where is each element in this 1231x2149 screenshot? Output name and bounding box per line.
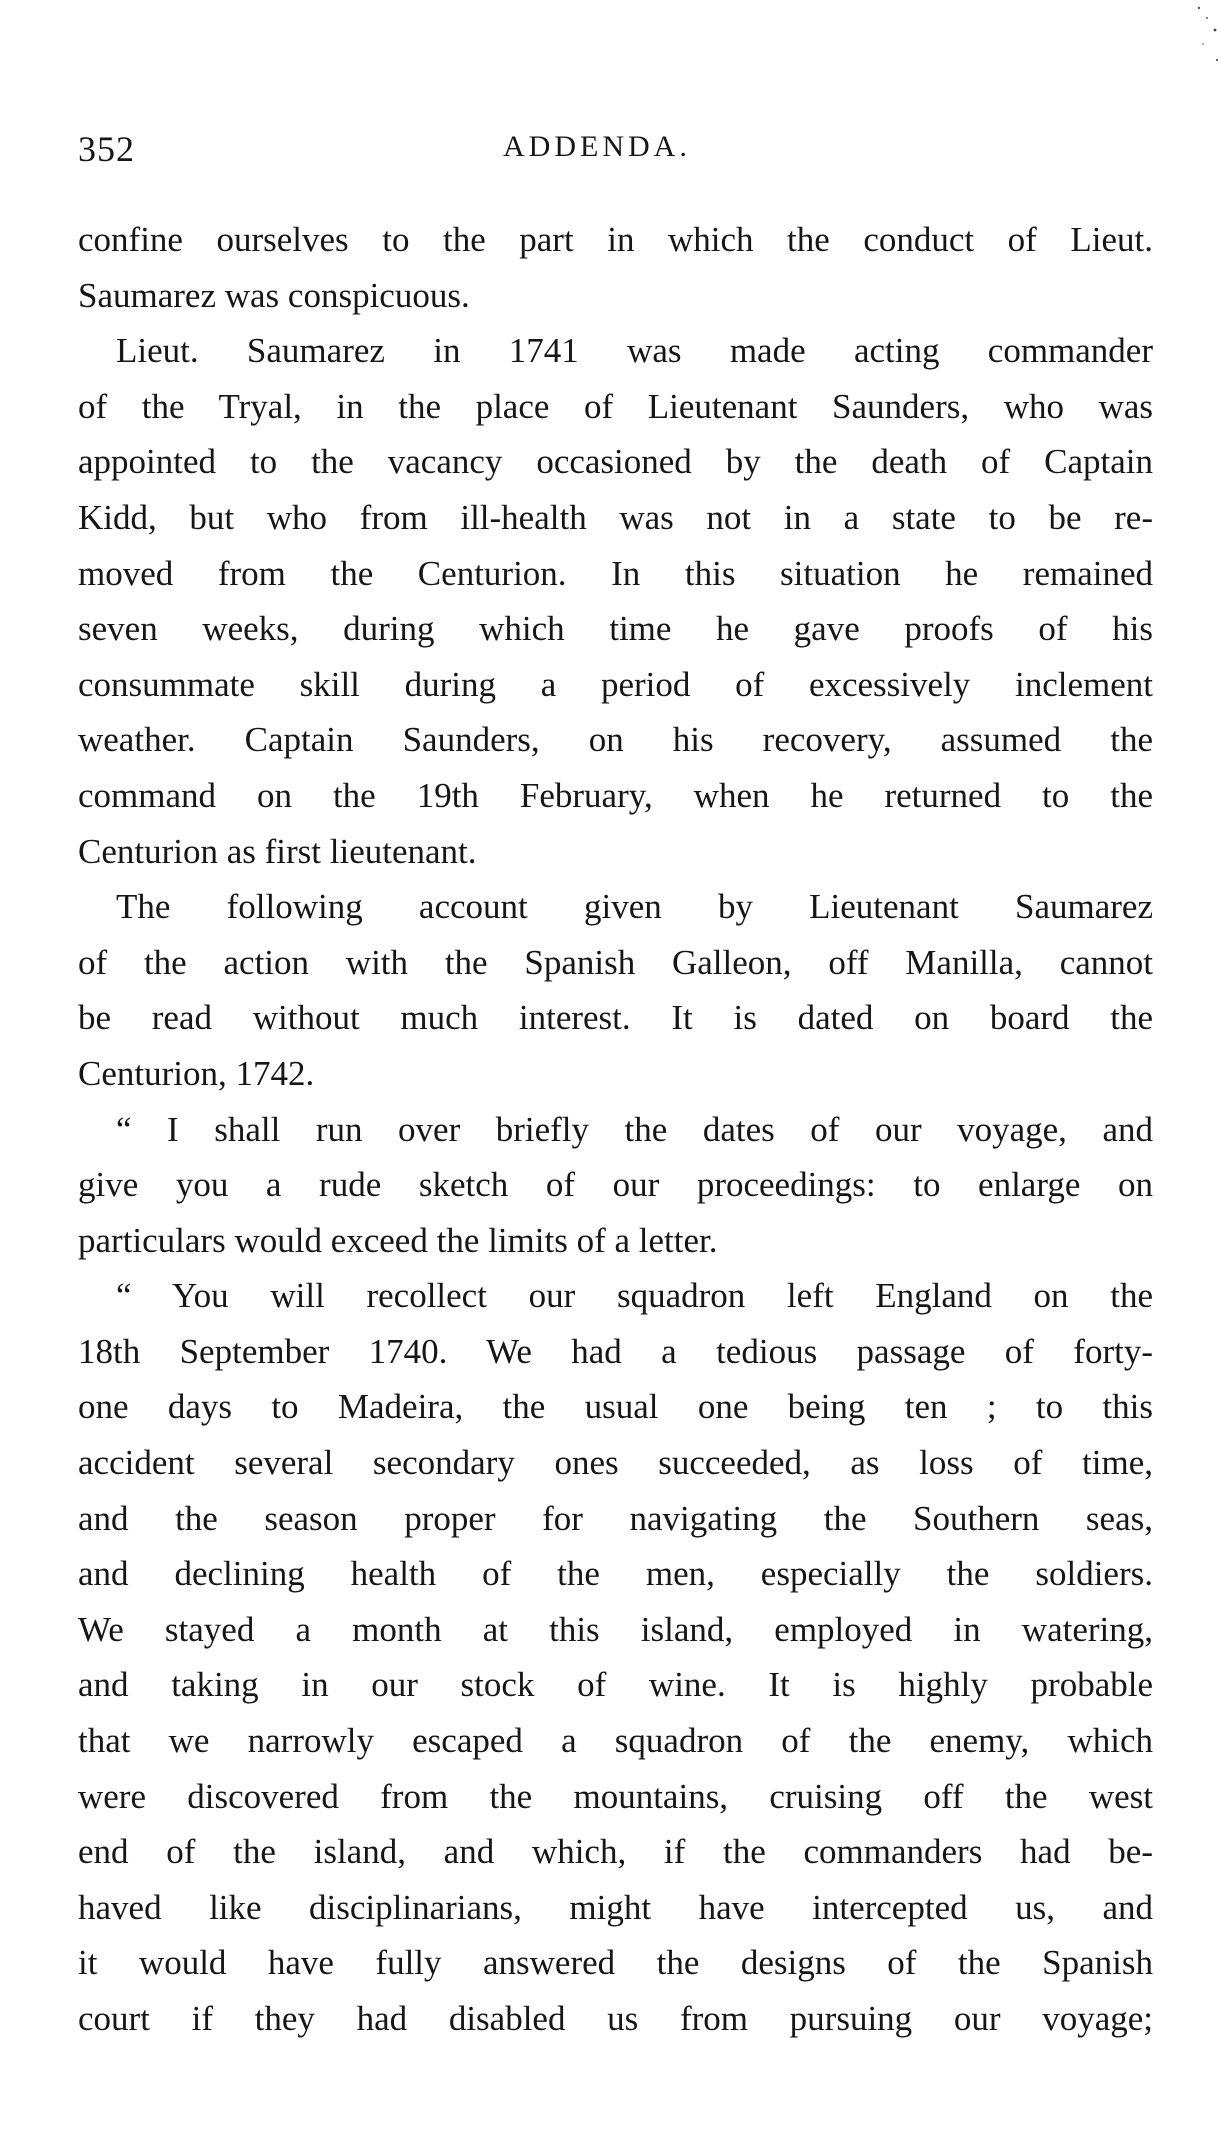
text-line: seven weeks, during which time he gave proofs of his <box>78 609 1153 649</box>
text-line: command on the 19th February, when he returned to the <box>78 775 1153 815</box>
paragraph <box>78 1102 1153 1269</box>
text-line: of the action with the Spanish Galleon, off Manilla, cannot <box>78 942 1153 982</box>
text-line: moved from the Centurion. In this situation he remained <box>78 553 1153 593</box>
margin-specks <box>1193 0 1223 70</box>
text-line: accident several secondary ones succeeded, as loss of time, <box>78 1443 1153 1483</box>
paragraph <box>78 1268 1153 2046</box>
text-line: of the Tryal, in the place of Lieutenant Saunders, who was <box>78 386 1153 426</box>
text-line: and the season proper for navigating the Southern seas, <box>78 1498 1153 1538</box>
text-line: and taking in our stock of wine. It is highly probable <box>78 1665 1153 1705</box>
text-line: confine ourselves to the part in which the conduct of Lieut. <box>78 220 1153 259</box>
page-header <box>78 128 1158 178</box>
text-line: “ I shall run over briefly the dates of our voyage, and <box>116 1109 1153 1149</box>
text-line: Saumarez was conspicuous. <box>78 275 470 315</box>
paragraph <box>78 879 1153 1101</box>
text-line: end of the island, and which, if the commanders had be- <box>78 1832 1153 1872</box>
text-line: were discovered from the mountains, cruising off the west <box>78 1776 1153 1816</box>
text-line: it would have fully answered the designs of the Spanish <box>78 1943 1153 1983</box>
text-line: Kidd, but who from ill-health was not in a state to be re- <box>78 497 1153 537</box>
text-line: particulars would exceed the limits of a letter. <box>78 1220 718 1260</box>
text-line: appointed to the vacancy occasioned by the death of Captain <box>78 442 1153 482</box>
paragraph <box>78 323 1153 879</box>
text-line: give you a rude sketch of our proceedings: to enlarge on <box>78 1165 1153 1205</box>
body-text <box>78 212 1153 2047</box>
text-line: Centurion, 1742. <box>78 1053 315 1093</box>
text-line: one days to Madeira, the usual one being ten ; to this <box>78 1387 1153 1427</box>
text-line: haved like disciplinarians, might have intercepted us, and <box>78 1887 1153 1927</box>
text-line: be read without much interest. It is dated on board the <box>78 998 1153 1038</box>
text-line: Centurion as first lieutenant. <box>78 831 477 871</box>
running-head: ADDENDA. <box>503 130 691 163</box>
paragraph <box>78 212 1153 323</box>
text-line: “ You will recollect our squadron left England on the <box>116 1276 1153 1316</box>
text-line: consummate skill during a period of excessively inclement <box>78 664 1153 704</box>
text-line: 18th September 1740. We had a tedious passage of forty- <box>78 1331 1153 1371</box>
page-number: 352 <box>78 129 135 169</box>
text-line: Lieut. Saumarez in 1741 was made acting commander <box>116 331 1153 371</box>
text-line: We stayed a month at this island, employed in watering, <box>78 1609 1153 1649</box>
text-line: The following account given by Lieutenant Saumarez <box>116 887 1153 927</box>
text-line: that we narrowly escaped a squadron of the enemy, which <box>78 1721 1153 1761</box>
text-line: weather. Captain Saunders, on his recovery, assumed the <box>78 720 1153 760</box>
text-line: and declining health of the men, especially the soldiers. <box>78 1554 1153 1594</box>
text-line: court if they had disabled us from pursuing our voyage; <box>78 1999 1153 2038</box>
